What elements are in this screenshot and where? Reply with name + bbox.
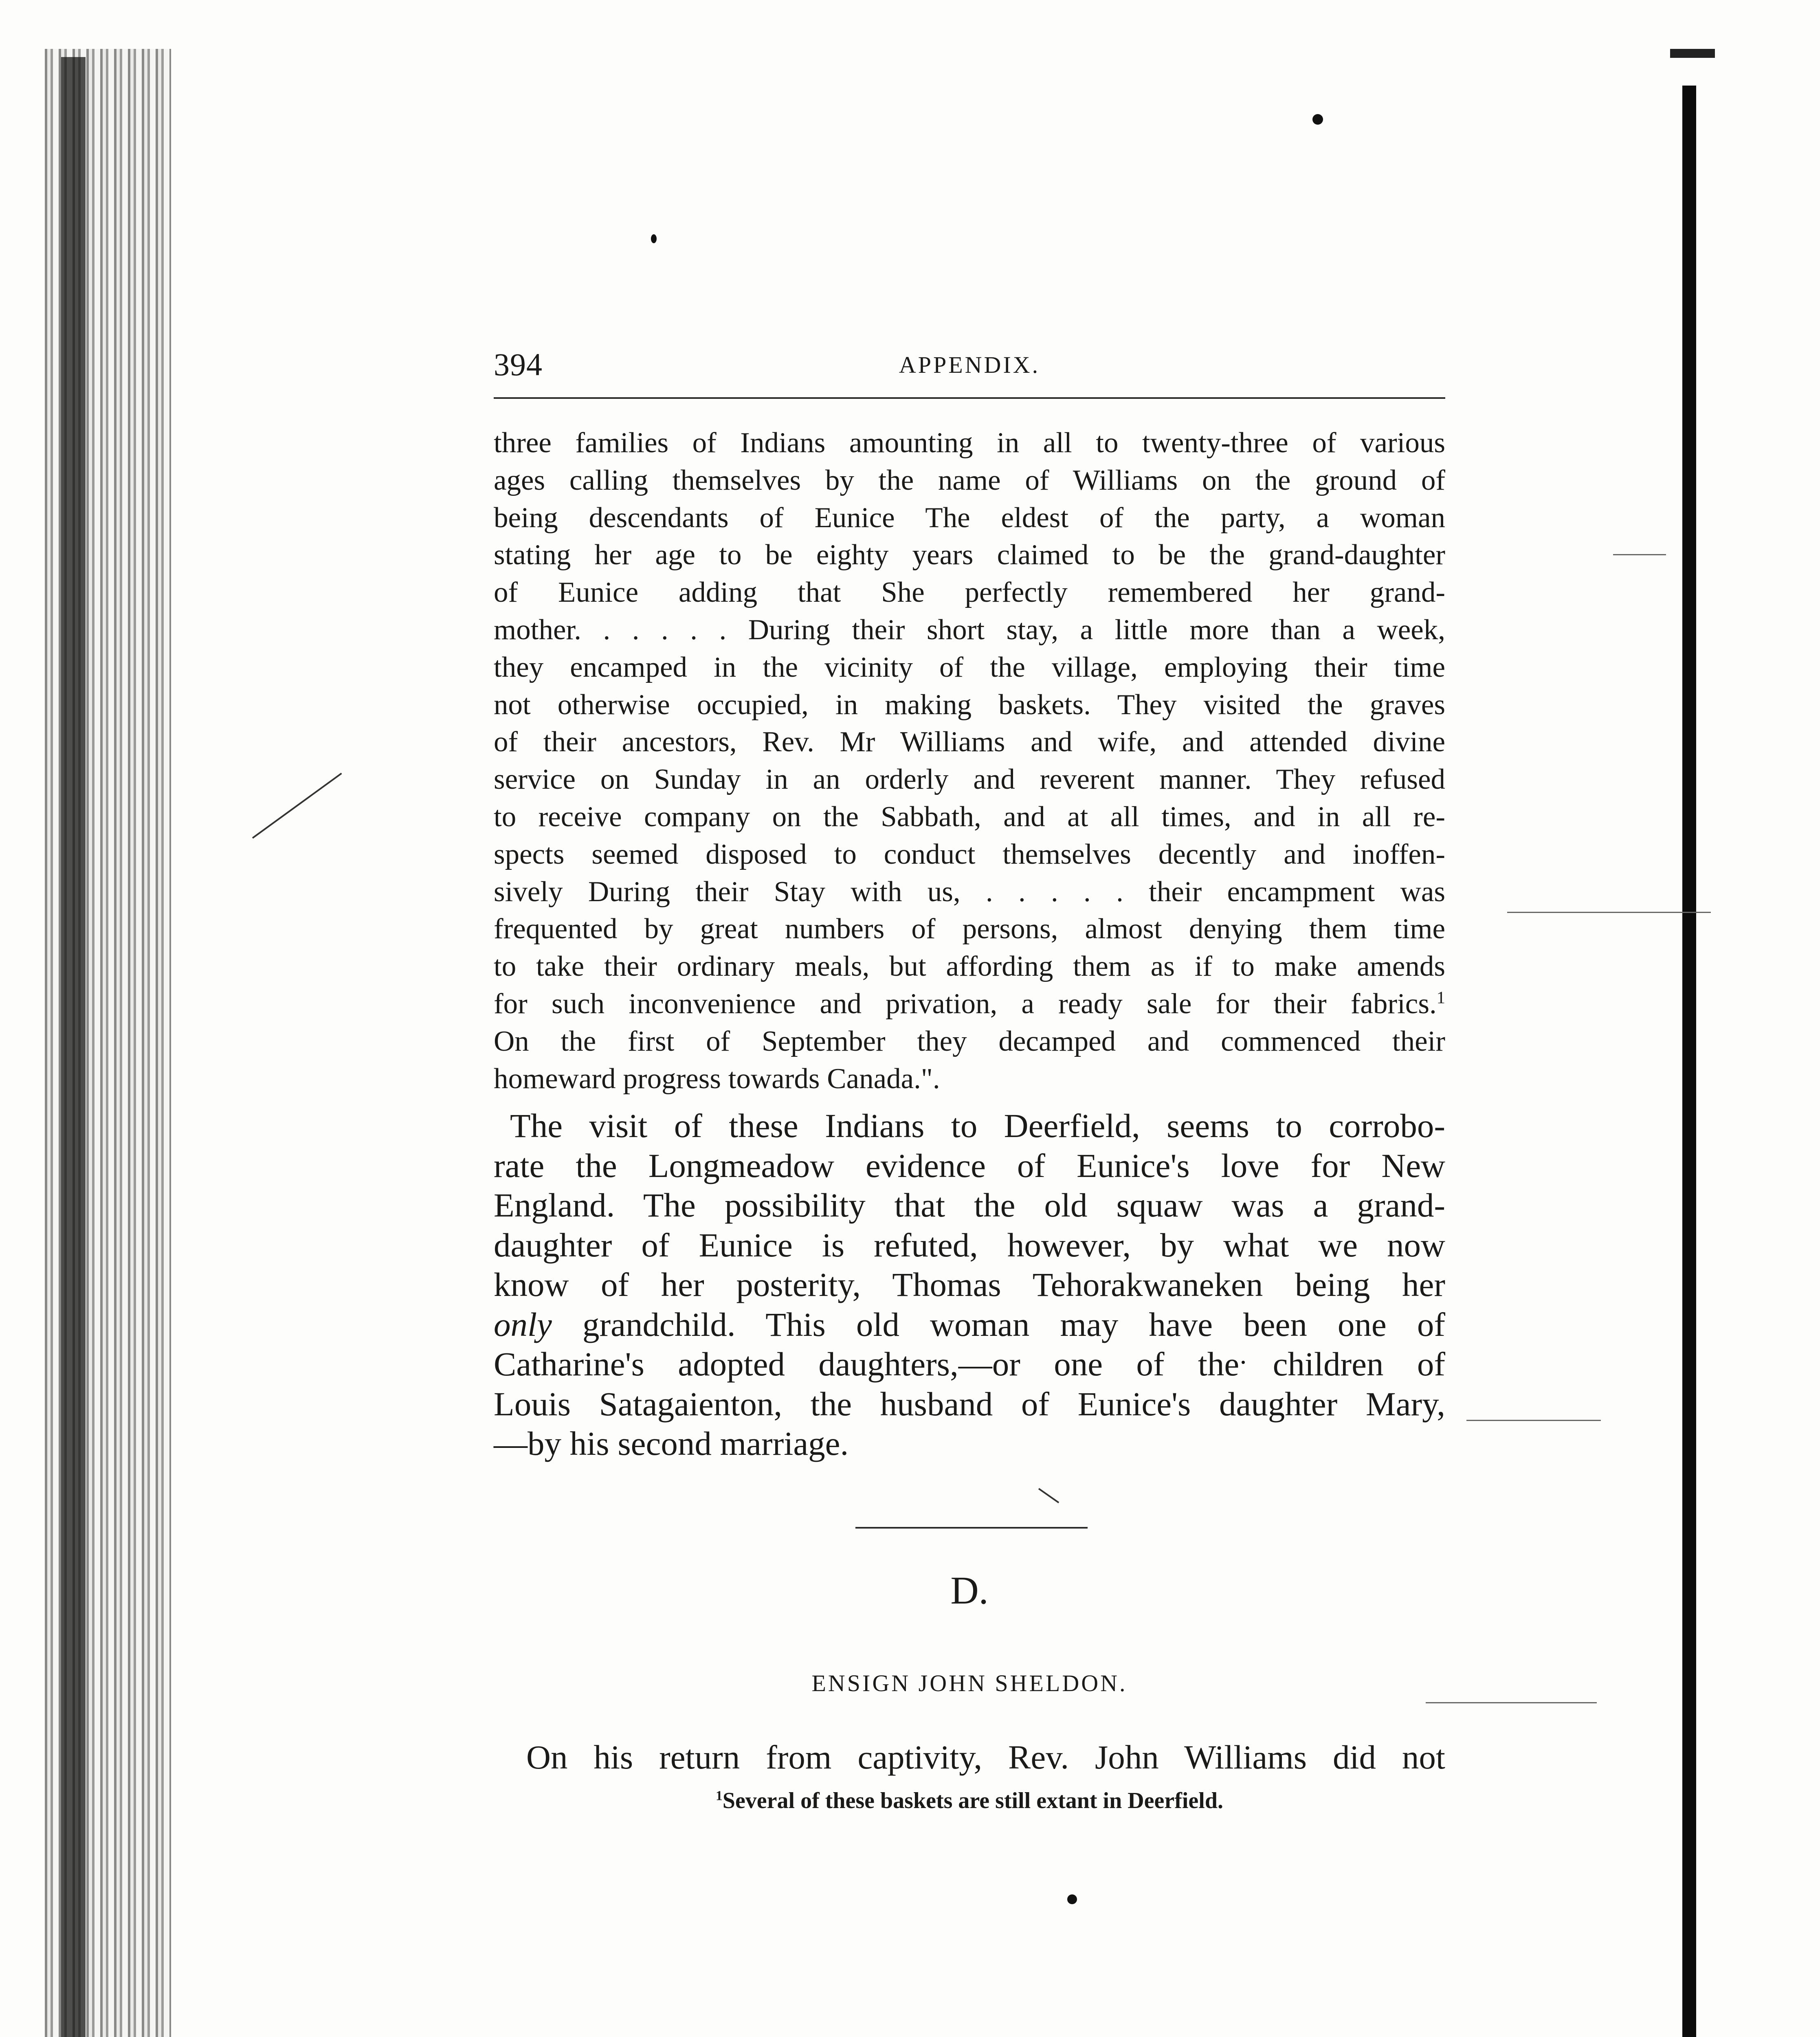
margin-line (1466, 1420, 1601, 1421)
quoted-passage (494, 425, 1445, 1098)
quote-line: frequented by great numbers of persons, almost denying them time (494, 913, 1445, 945)
body-line: Catharine's adopted daughters,—or one of the children of (494, 1345, 1445, 1383)
quote-line: spects seemed disposed to conduct themselves decently and inoffen- (494, 838, 1445, 870)
body-line: —by his second marriage. (494, 1425, 849, 1462)
quote-line: On the first of September they decamped and commenced their (494, 1025, 1445, 1057)
pencil-mark (252, 773, 342, 839)
quote-line: service on Sunday in an orderly and reverent manner. They refused (494, 763, 1445, 796)
quote-line: of Eunice adding that She perfectly remembered her grand- (494, 576, 1445, 609)
quote-line: ages calling themselves by the name of Williams on the ground of (494, 464, 1445, 496)
dust-speck (1312, 114, 1323, 125)
quote-line-with-footnote (494, 986, 1445, 1023)
margin-line (1613, 554, 1666, 555)
quote-line-text: for such inconvenience and privation, a ready sale for their fabrics. (494, 988, 1437, 1020)
body-line-text: grandchild. This old woman may have been one of (552, 1305, 1445, 1343)
scan-edge-bar (1682, 86, 1696, 2037)
body-line: The visit of these Indians to Deerfield, seems to corrobo- (510, 1107, 1445, 1144)
body-line: Louis Satagaienton, the husband of Eunice's daughter Mary, (494, 1385, 1445, 1423)
quote-line: of their ancestors, Rev. Mr Williams and wife, and attended divine (494, 726, 1445, 758)
body-paragraph (494, 1106, 1445, 1464)
quote-line: they encamped in the vicinity of the village, employing their time (494, 651, 1445, 683)
footnote (494, 1788, 1445, 1814)
body-line: England. The possibility that the old squaw was a grand- (494, 1186, 1445, 1224)
margin-line (1426, 1702, 1597, 1703)
quote-line: to take their ordinary meals, but affording them as if to make amends (494, 950, 1445, 983)
running-title: APPENDIX. (899, 352, 1040, 378)
body-line: daughter of Eunice is refuted, however, by what we now (494, 1226, 1445, 1264)
body-line: know of her posterity, Thomas Tehorakwaneken being her (494, 1266, 1445, 1303)
quote-line: three families of Indians amounting in all to twenty-three of various (494, 427, 1445, 459)
italic-word: only (494, 1305, 552, 1343)
body-line-with-italic (494, 1305, 1445, 1345)
footnote-marker: 1 (716, 1788, 723, 1804)
page-number: 394 (494, 347, 543, 382)
section-title: ENSIGN JOHN SHELDON. (811, 1670, 1128, 1696)
quote-line: homeward progress towards Canada.". (494, 1062, 940, 1095)
running-head (494, 342, 1445, 387)
section-divider (855, 1527, 1088, 1529)
footnote-marker: 1 (1436, 988, 1445, 1008)
quote-line: to receive company on the Sabbath, and at all times, and in all re- (494, 801, 1445, 833)
footnote-text: Several of these baskets are still extant in Deerfield. (722, 1788, 1223, 1813)
scan-edge-mark (1670, 49, 1715, 58)
margin-line (1507, 912, 1711, 913)
section-letter: D. (950, 1568, 989, 1612)
dust-speck (651, 234, 657, 243)
book-spine-edge (61, 57, 86, 2037)
quote-line: being descendants of Eunice The eldest of the party, a woman (494, 502, 1445, 534)
quote-line: sively During their Stay with us, . . . . . their encampment was (494, 876, 1445, 908)
body-line: rate the Longmeadow evidence of Eunice's love for New (494, 1146, 1445, 1184)
pencil-mark (1038, 1488, 1059, 1503)
quote-line: not otherwise occupied, in making baskets. They visited the graves (494, 689, 1445, 721)
section-first-line: On his return from captivity, Rev. John Williams did not (526, 1738, 1445, 1776)
quote-line: mother. . . . . . During their short stay, a little more than a week, (494, 614, 1445, 646)
dust-speck (1067, 1894, 1077, 1904)
header-rule (494, 397, 1445, 399)
quote-line: stating her age to be eighty years claimed to be the grand-daughter (494, 539, 1445, 571)
